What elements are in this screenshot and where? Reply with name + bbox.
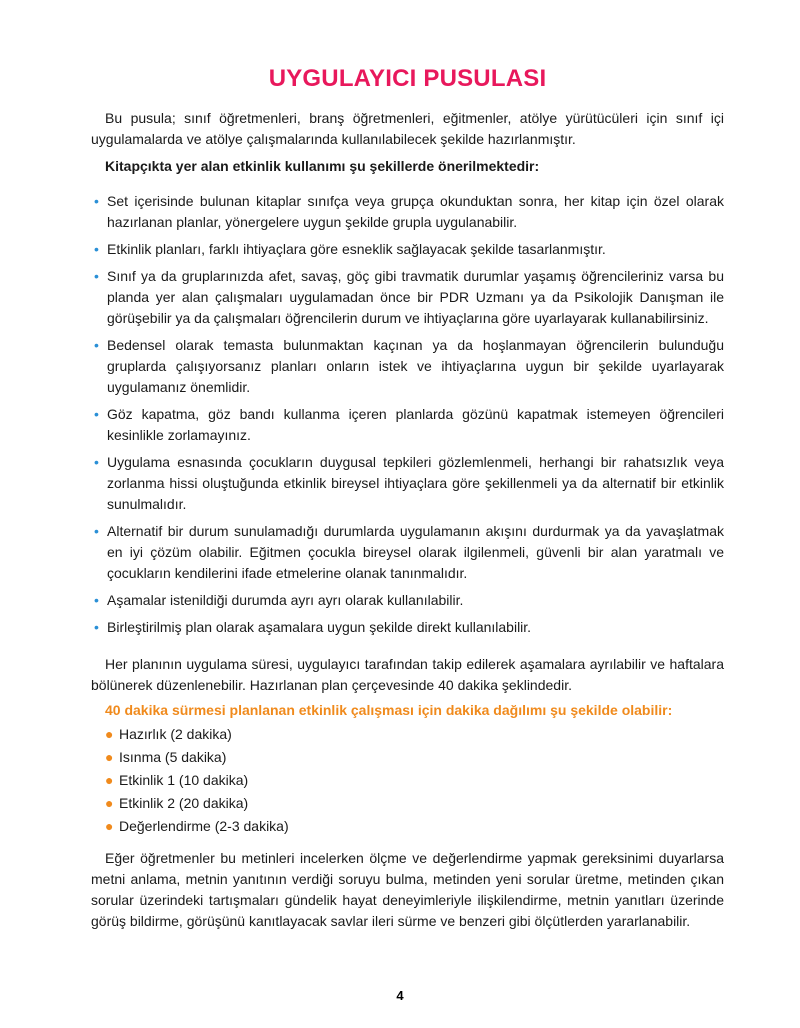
page-number: 4	[396, 988, 404, 1003]
list-item: • Sınıf ya da gruplarınızda afet, savaş, göç gibi travmatik durumlar yaşamış öğrencileriniz varsa bu planda yer alan çalışmaları uygulamadan önce bir PDR Uzmanı ya da Psikolojik Danışman ile görüşebilir ya da çalışmaları öğrencilerin durum ve ihtiyaçlarına göre uyarlayarak kullanabilirsiniz.	[94, 268, 724, 326]
list-item: • Birleştirilmiş plan olarak aşamalara uygun şekilde direkt kullanılabilir.	[91, 617, 724, 638]
bullet-icon: •	[94, 454, 99, 470]
bullet-icon: •	[94, 619, 99, 635]
list-item: • Bedensel olarak temasta bulunmaktan kaçınan ya da hoşlanmayan öğrencilerin bulunduğu gruplarda çalışıyorsanız planları onların istek ve ihtiyaçlarına uygun bir şekilde uyarlayarak uygulamanız önemlidir.	[94, 337, 724, 395]
list-item: ● Etkinlik 2 (20 dakika)	[105, 792, 724, 815]
list-item: ● Değerlendirme (2-3 dakika)	[105, 815, 724, 838]
recommendation-list	[91, 191, 724, 638]
list-item: • Aşamalar istenildiği durumda ayrı ayrı olarak kullanılabilir.	[91, 590, 724, 611]
bullet-icon: •	[94, 193, 99, 209]
list-item: ● Etkinlik 1 (10 dakika)	[105, 769, 724, 792]
bullet-icon: •	[94, 241, 99, 257]
distribution-heading: 40 dakika sürmesi planlanan etkinlik çalışması için dakika dağılımı şu şekilde olabilir:	[105, 702, 673, 718]
bullet-icon: •	[94, 523, 99, 539]
bullet-icon: ●	[105, 726, 114, 742]
bullet-icon: ●	[105, 795, 114, 811]
closing-paragraph: Eğer öğretmenler bu metinleri incelerken ölçme ve değerlendirme yapmak gereksinimi duyarlarsa metni anlama, metnin yanıtının verdiği soruyu bulma, metinden yeni sorular üretme, metinden çıkan sorular üzerindeki tartışmaları gündelik hayat deneyimleriyle ilişkilendirme, metnin yanıtları üzerinde görüş bildirme, görüşünü kanıtlayacak savlar ileri sürme ve benzeri gibi ölçütlerden yararlanabilir.	[91, 850, 724, 929]
list-item: • Göz kapatma, göz bandı kullanma içeren planlarda gözünü kapatmak istemeyen öğrencileri kesinlikle zorlamayınız.	[94, 406, 724, 443]
distribution-list	[91, 723, 724, 838]
bullet-icon: •	[94, 406, 99, 422]
bullet-icon: ●	[105, 749, 114, 765]
list-item: • Etkinlik planları, farklı ihtiyaçlara göre esneklik sağlayacak şekilde tasarlanmıştır.	[91, 239, 724, 260]
bullet-icon: •	[94, 337, 99, 353]
list-item: ● Isınma (5 dakika)	[105, 746, 724, 769]
bullet-icon: ●	[105, 772, 114, 788]
list-item: • Alternatif bir durum sunulamadığı durumlarda uygulamanın akışını durdurmak ya da yavaşlatmak en iyi çözüm olabilir. Eğitmen çocukla bireysel olarak ilgilenmeli, güvenli bir alan yaratmalı ve çocukların kendilerini ifade etmelerine olanak tanınmalıdır.	[94, 523, 724, 581]
bullet-icon: •	[94, 268, 99, 284]
list-item: • Uygulama esnasında çocukların duygusal tepkileri gözlemlenmeli, herhangi bir rahatsızlık veya zorlanma hissi oluştuğunda etkinlik bireysel ihtiyaçlara göre şekillenmeli ya da alternatif bir etkinlik sunulmalıdır.	[94, 454, 724, 512]
list-item: • Set içerisinde bulunan kitaplar sınıfça veya grupça okunduktan sonra, her kitap için özel olarak hazırlanan planlar, yönergelere uygun şekilde grupla uygulanabilir.	[94, 193, 724, 230]
duration-paragraph: Her planının uygulama süresi, uygulayıcı tarafından takip edilerek aşamalara ayrılabilir ve haftalara bölünerek düzenlenebilir. Hazırlanan plan çerçevesinde 40 dakika şeklindedir.	[91, 656, 724, 693]
subheading: Kitapçıkta yer alan etkinlik kullanımı şu şekillerde önerilmektedir:	[105, 158, 540, 174]
page-title: UYGULAYICI PUSULASI	[268, 65, 547, 92]
bullet-icon: ●	[105, 818, 114, 834]
bullet-icon: •	[94, 592, 99, 608]
list-item: ● Hazırlık (2 dakika)	[105, 723, 724, 746]
intro-paragraph: Bu pusula; sınıf öğretmenleri, branş öğretmenleri, eğitmenler, atölye yürütücüleri için sınıf içi uygulamalarda ve atölye çalışmalarında kullanılabilecek şekilde hazırlanmıştır.	[91, 110, 724, 147]
